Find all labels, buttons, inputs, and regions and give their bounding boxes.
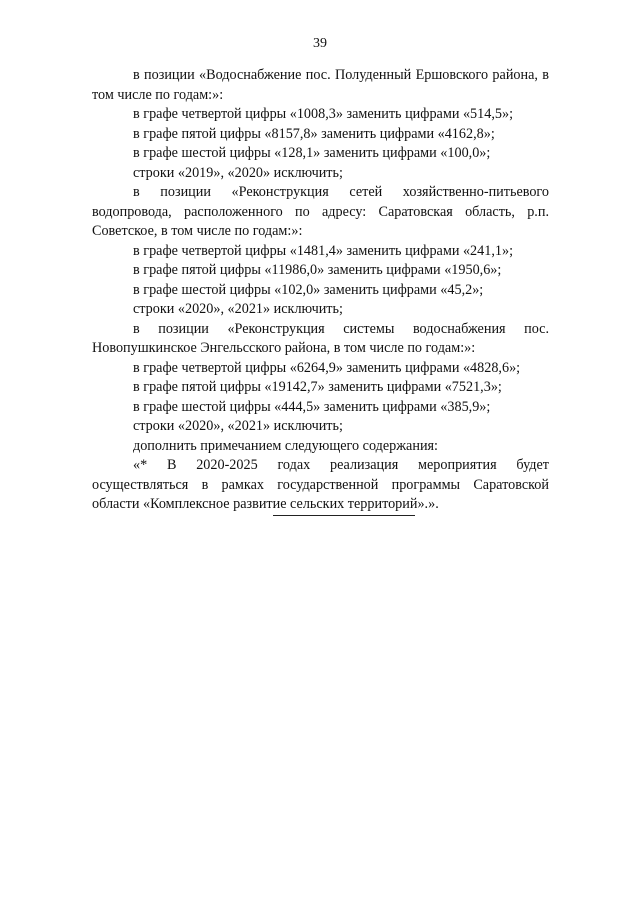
paragraph-column6-change: в графе шестой цифры «128,1» заменить цифрами «100,0»;	[133, 145, 491, 161]
paragraph-position-sovetskoe: в позиции «Реконструкция сетей хозяйственно-питьевого водопровода, расположенного по адресу: Саратовская область, р.п. Советское, в том числе по годам:»:	[92, 184, 549, 239]
paragraph-position-poludenny: в позиции «Водоснабжение пос. Полуденный Ершовского района, в том числе по годам:»:	[92, 67, 549, 103]
document-body	[92, 66, 549, 515]
paragraph-column6-change: в графе шестой цифры «102,0» заменить цифрами «45,2»;	[133, 281, 484, 298]
paragraph-rows-exclude: строки «2020», «2021» исключить;	[133, 418, 343, 434]
paragraph-column4-change: в графе четвертой цифры «1008,3» заменить цифрами «514,5»;	[133, 106, 514, 122]
paragraph-column5-change: в графе пятой цифры «11986,0» заменить цифрами «1950,6»;	[133, 262, 502, 278]
paragraph-rows-exclude: строки «2020», «2021» исключить;	[133, 301, 343, 317]
paragraph-column6-change: в графе шестой цифры «444,5» заменить цифрами «385,9»;	[133, 398, 491, 415]
page-number: 39	[313, 36, 327, 51]
paragraph-position-novopushkinskoe: в позиции «Реконструкция системы водоснабжения пос. Новопушкинское Энгельсского района, в том числе по годам:»:	[92, 320, 549, 356]
paragraph-add-note: дополнить примечанием следующего содержания:	[133, 437, 439, 454]
paragraph-note-text: «* В 2020-2025 годах реализация мероприятия будет осуществляться в рамках государственной программы Саратовской области «Комплексное развитие сельских территорий».».	[92, 457, 549, 512]
closing-rule	[273, 515, 415, 516]
paragraph-rows-exclude: строки «2019», «2020» исключить;	[133, 164, 343, 181]
paragraph-column4-change: в графе четвертой цифры «6264,9» заменить цифрами «4828,6»;	[133, 359, 521, 376]
paragraph-column5-change: в графе пятой цифры «19142,7» заменить цифрами «7521,3»;	[133, 379, 502, 395]
paragraph-column4-change: в графе четвертой цифры «1481,4» заменить цифрами «241,1»;	[133, 242, 514, 259]
paragraph-column5-change: в графе пятой цифры «8157,8» заменить цифрами «4162,8»;	[133, 125, 495, 142]
